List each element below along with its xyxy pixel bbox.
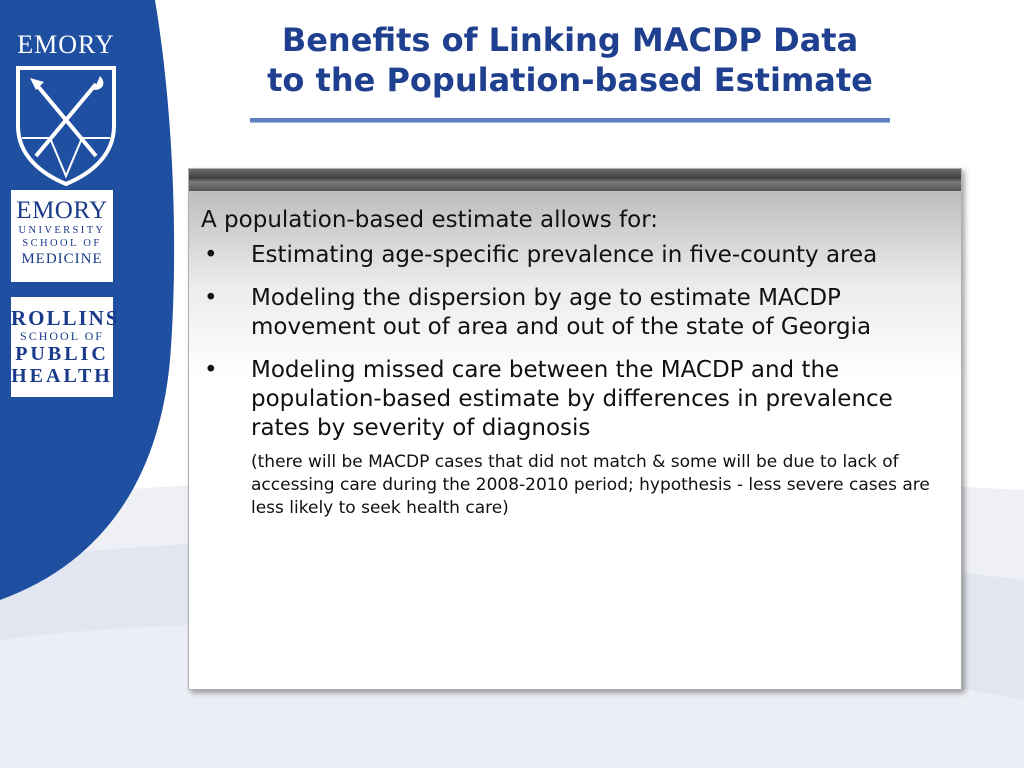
badge-ph-line1: ROLLINS [11,306,120,330]
bullet-text: Estimating age-specific prevalence in five-county area [251,242,878,268]
slide-title [170,20,970,100]
bullet-text: Modeling the dispersion by age to estimate MACDP movement out of area and out of the state of Georgia [251,285,872,340]
content-box-header-bar [189,169,961,191]
badge-ph-line4: HEALTH [11,365,113,387]
slide-title-line1: Benefits of Linking MACDP Data [281,21,859,59]
emory-shield-icon [14,64,118,186]
badge-medicine-line3: SCHOOL OF [22,238,102,249]
title-underline-shadow [250,122,890,123]
badge-medicine-line1: EMORY [16,197,108,224]
badge-medicine-line4: MEDICINE [21,251,103,267]
bullet-glyph: • [204,285,218,311]
school-of-medicine-badge [11,190,113,282]
bullet-item [201,241,953,270]
badge-ph-line2: SCHOOL OF [20,329,104,343]
school-of-public-health-badge [11,297,120,397]
bullet-text: Modeling missed care between the MACDP and the population-based estimate by differences in prevalence rates by severity of diagnosis [251,357,893,441]
bullet-note: (there will be MACDP cases that did not match & some will be due to lack of accessing care during the 2008-2010 period; hypothesis - less severe cases are less likely to seek health care) [251,452,930,518]
emory-logo-text: EMORY [17,30,115,59]
intro-text: A population-based estimate allows for: [201,207,659,233]
slide-title-line2: to the Population-based Estimate [267,61,873,99]
badge-medicine-line2: UNIVERSITY [18,225,106,236]
bullet-glyph: • [204,242,218,268]
bullet-glyph: • [204,357,218,383]
bullet-item [201,356,953,443]
content-text [201,205,953,520]
content-box [188,168,962,690]
bullet-item [201,284,953,342]
badge-ph-line3: PUBLIC [15,343,109,365]
